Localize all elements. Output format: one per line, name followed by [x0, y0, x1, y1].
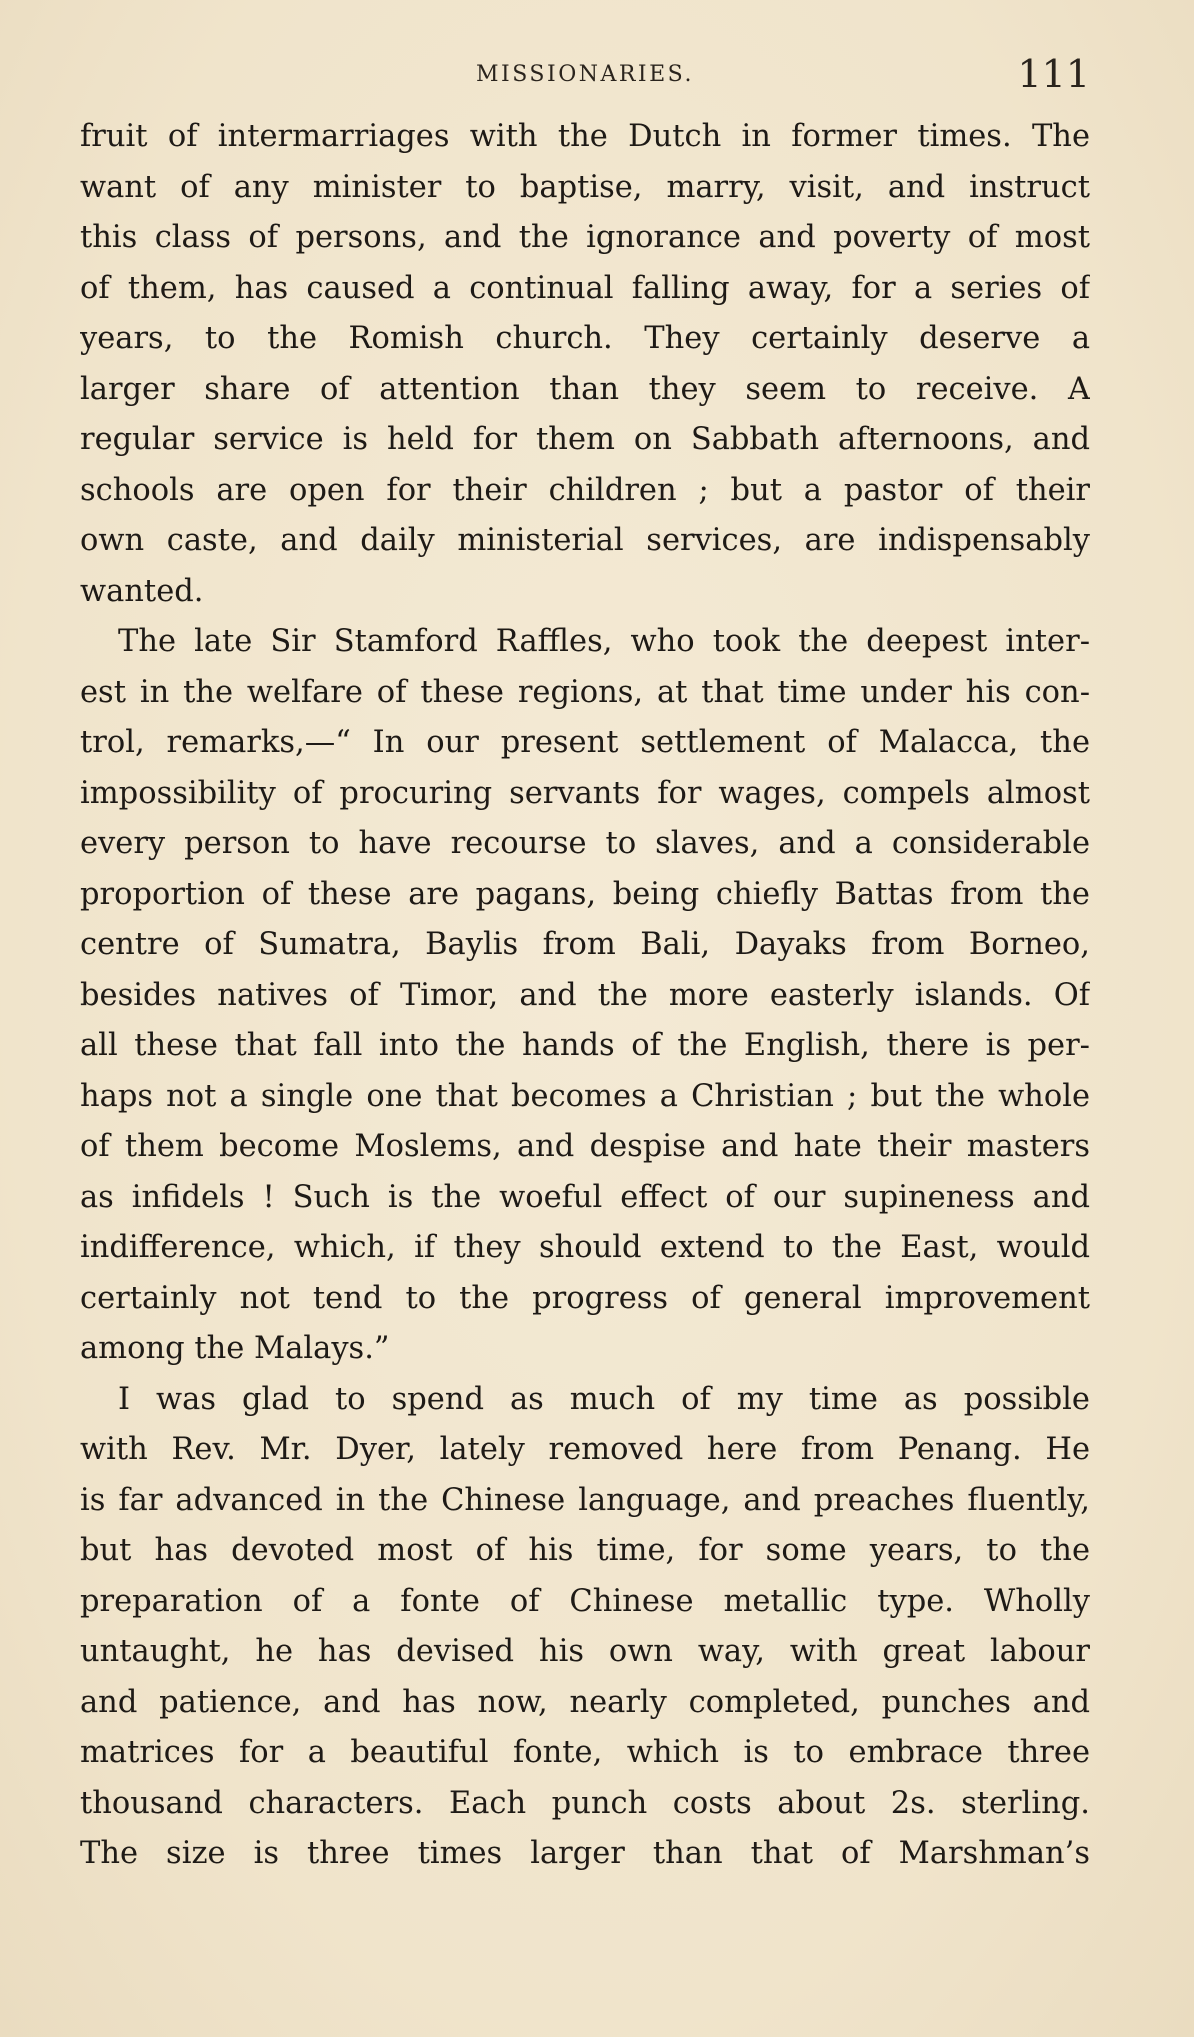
text-line: The late Sir Stamford Raffles, who took the deepest inter- — [118, 624, 1090, 659]
page-header — [80, 52, 1090, 102]
text-line: matrices for a beautiful fonte, which is to embrace three — [80, 1735, 1090, 1770]
text-line: regular service is held for them on Sabbath afternoons, and — [80, 422, 1090, 457]
body-text — [80, 112, 1090, 1880]
text-line: this class of persons, and the ignorance and poverty of most — [80, 220, 1090, 255]
text-line: years, to the Romish church. They certainly deserve a — [80, 321, 1090, 356]
text-line: larger share of attention than they seem to receive. A — [80, 371, 1090, 407]
text-line: all these that fall into the hands of the English, there is per- — [80, 1028, 1090, 1063]
text-line: every person to have recourse to slaves, and a considerable — [80, 826, 1090, 861]
text-line: centre of Sumatra, Baylis from Bali, Dayaks from Borneo, — [80, 927, 1090, 962]
text-line: of them, has caused a continual falling away, for a series of — [80, 270, 1090, 306]
text-line: fruit of intermarriages with the Dutch in former times. The — [80, 119, 1090, 154]
text-line: among the Malays.” — [80, 1331, 390, 1366]
text-line: wanted. — [80, 573, 204, 609]
text-line: of them become Moslems, and despise and hate their masters — [80, 1129, 1090, 1164]
text-line: certainly not tend to the progress of general improvement — [80, 1280, 1090, 1316]
text-line: I was glad to spend as much of my time as possible — [118, 1381, 1090, 1417]
text-line: besides natives of Timor, and the more easterly islands. Of — [80, 977, 1090, 1013]
text-line: thousand characters. Each punch costs about 2s. sterling. — [80, 1785, 1090, 1821]
text-line: indifference, which, if they should extend to the East, would — [80, 1230, 1090, 1265]
text-line: The size is three times larger than that of Marshman’s — [80, 1836, 1090, 1871]
text-line: proportion of these are pagans, being chiefly Battas from the — [80, 876, 1090, 912]
text-line: haps not a single one that becomes a Christian ; but the whole — [80, 1078, 1090, 1114]
text-line: is far advanced in the Chinese language, and preaches fluently, — [80, 1482, 1090, 1518]
page-number: 111 — [1017, 52, 1090, 96]
running-head: MISSIONARIES. — [476, 62, 694, 87]
text-line: with Rev. Mr. Dyer, lately removed here from Penang. He — [80, 1432, 1090, 1467]
text-line: own caste, and daily ministerial services, are indispensably — [80, 523, 1090, 558]
text-line: est in the welfare of these regions, at that time under his con- — [80, 674, 1090, 710]
text-line: untaught, he has devised his own way, with great labour — [80, 1634, 1090, 1669]
text-line: schools are open for their children ; but a pastor of their — [80, 472, 1090, 508]
text-line: impossibility of procuring servants for wages, compels almost — [80, 775, 1090, 811]
text-line: trol, remarks,—“ In our present settlement of Malacca, the — [80, 725, 1090, 760]
text-line: but has devoted most of his time, for some years, to the — [80, 1533, 1090, 1568]
text-line: want of any minister to baptise, marry, visit, and instruct — [80, 169, 1090, 205]
text-line: as infidels ! Such is the woeful effect of our supineness and — [80, 1179, 1090, 1215]
text-line: and patience, and has now, nearly completed, punches and — [80, 1684, 1090, 1720]
text-line: preparation of a fonte of Chinese metallic type. Wholly — [80, 1583, 1090, 1619]
